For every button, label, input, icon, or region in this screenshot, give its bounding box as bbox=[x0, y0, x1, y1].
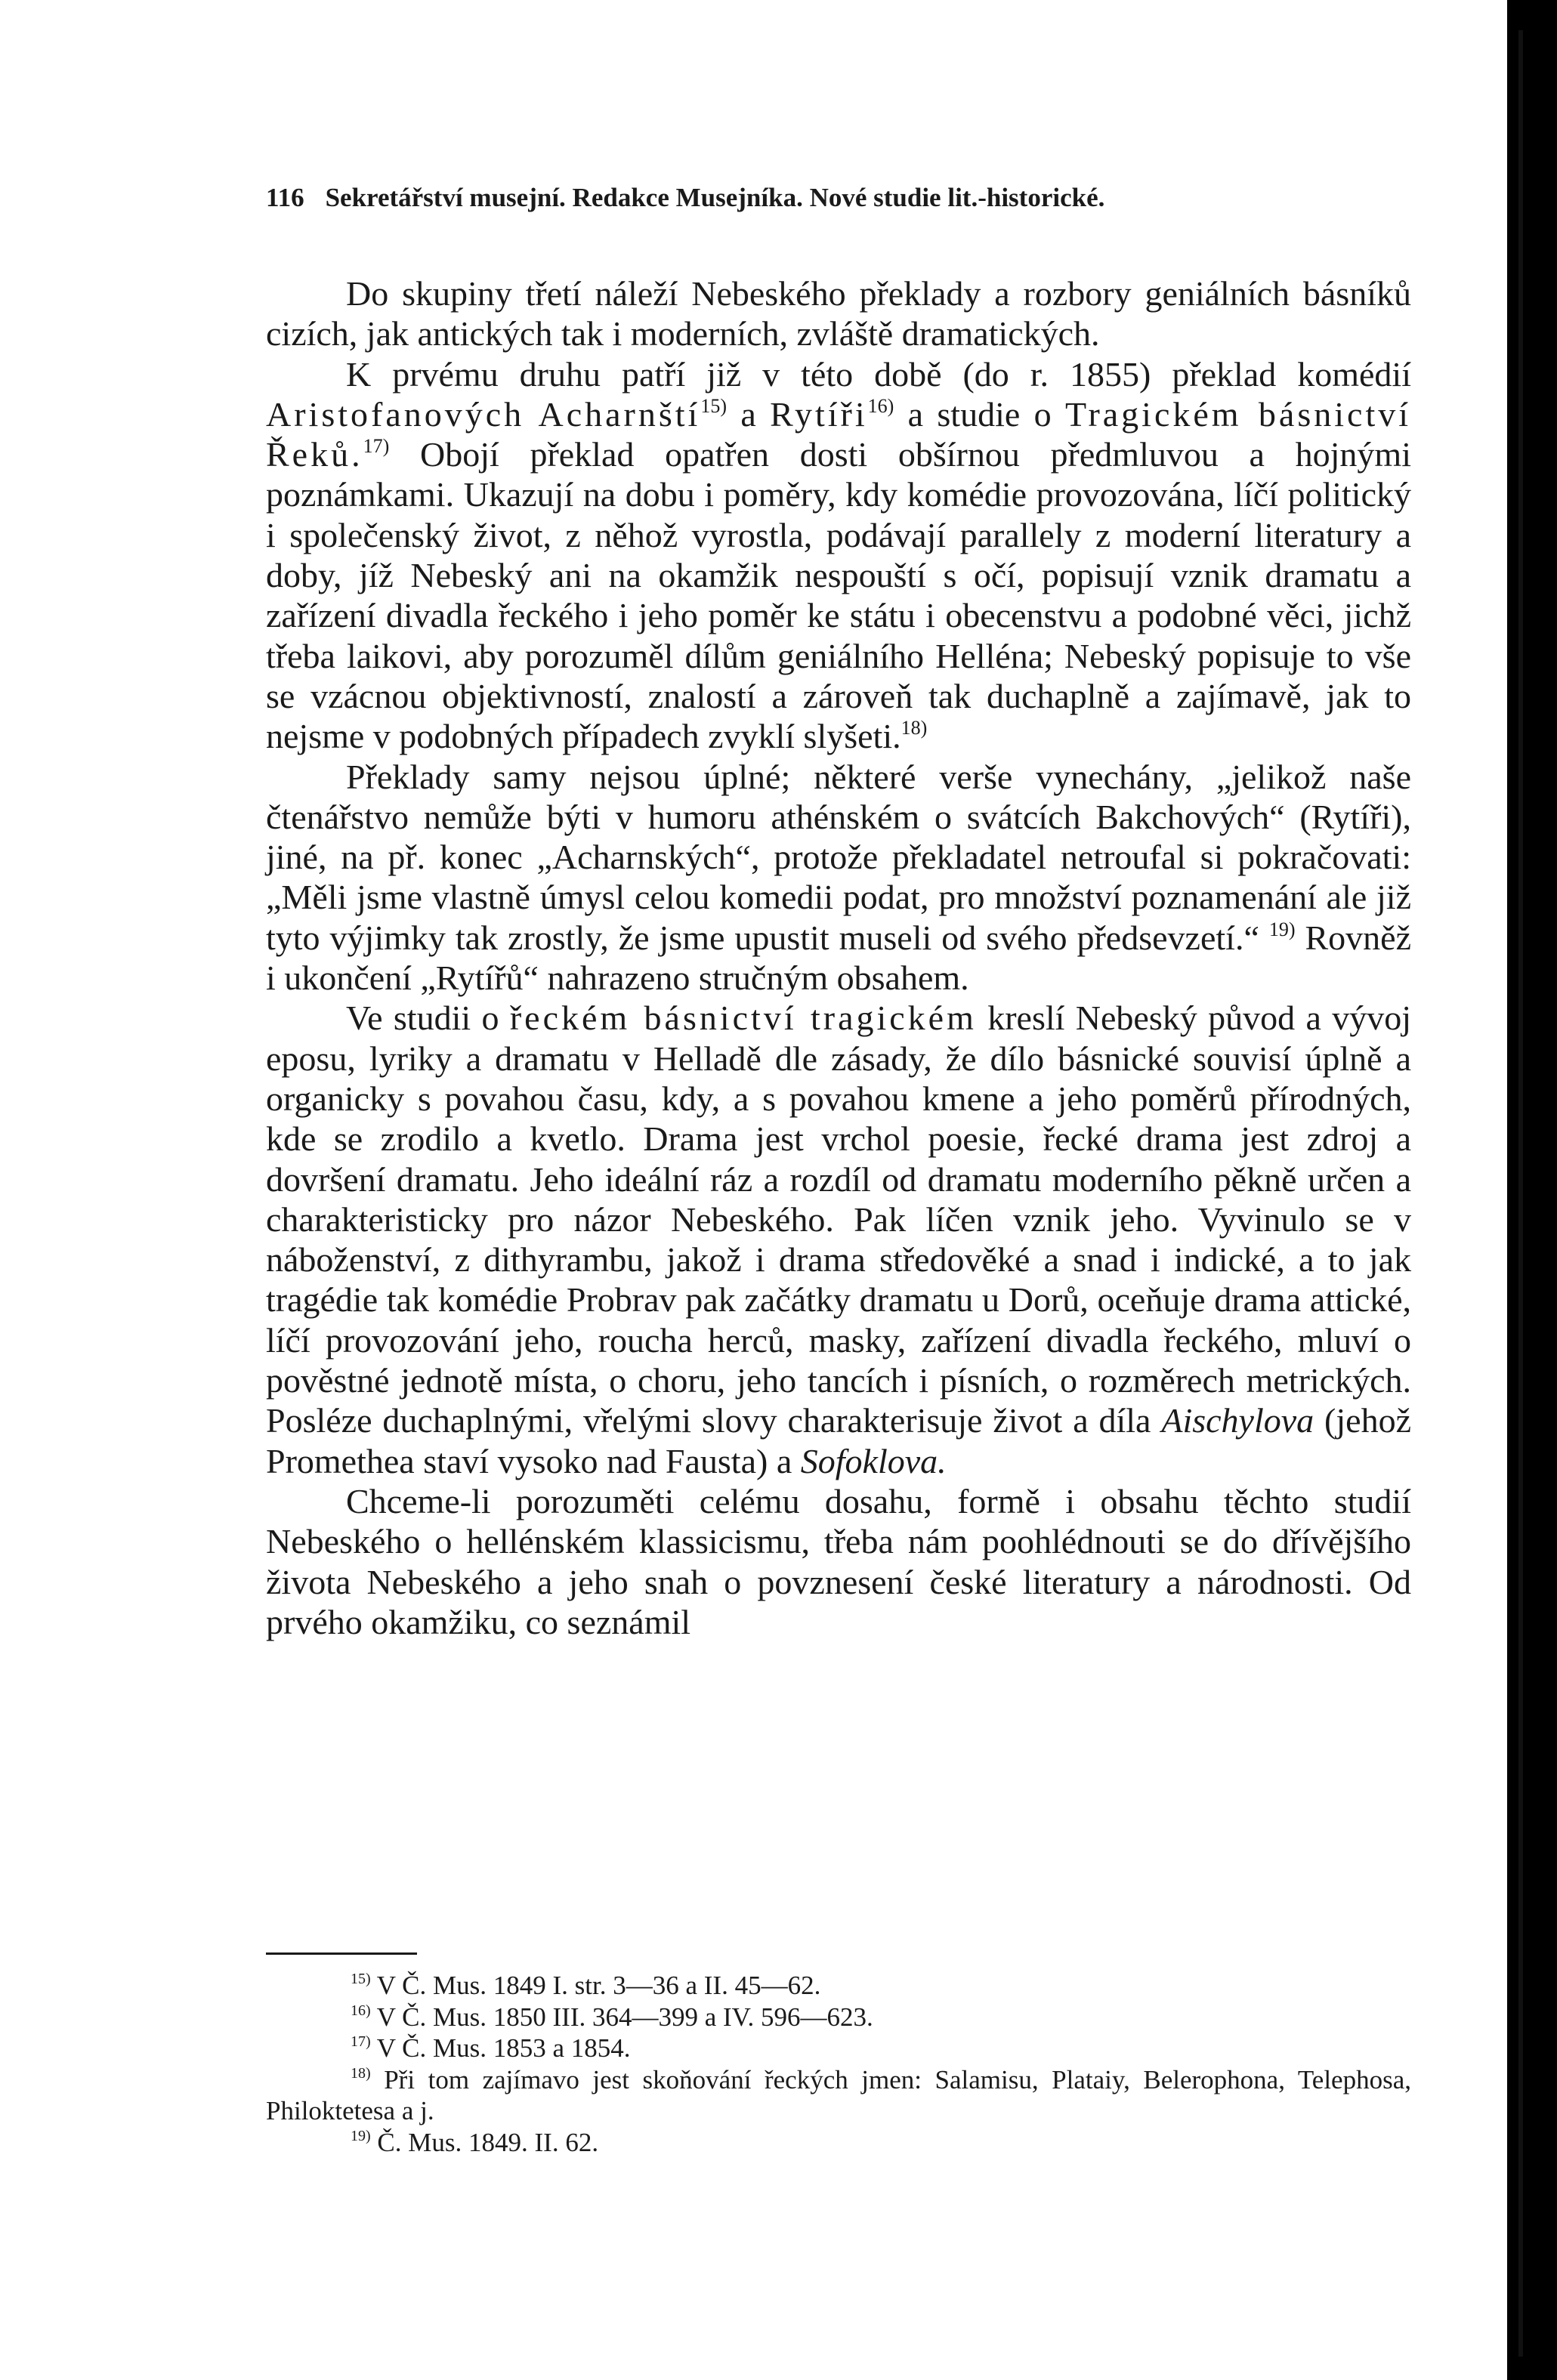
footnote-text: Č. Mus. 1849. II. 62. bbox=[370, 2127, 599, 2157]
spaced-emphasis: Rytíři bbox=[770, 394, 868, 434]
footnote-ref: 19) bbox=[1268, 918, 1296, 940]
footnote-text: V Č. Mus. 1849 I. str. 3—36 a II. 45—62. bbox=[370, 1971, 821, 2000]
footnote-number: 19) bbox=[351, 2127, 371, 2144]
spaced-emphasis: Tragickém básnictví Řeků. bbox=[266, 394, 1411, 474]
text-run: Do skupiny třetí náleží Nebeského překlady a rozbory geniálních básníků cizích, jak antických tak i moderních, zvláště dramatických. bbox=[266, 274, 1411, 353]
spaced-emphasis: Acharnští bbox=[538, 394, 701, 434]
footnote-text: V Č. Mus. 1850 III. 364—399 a IV. 596—623. bbox=[370, 2002, 873, 2032]
footnote bbox=[266, 2002, 1411, 2033]
text-run: (jehož Promethea staví vysoko nad Fausta) a bbox=[266, 1401, 1411, 1480]
footnote-rule bbox=[266, 1952, 417, 1955]
footnote-ref: 15) bbox=[700, 394, 728, 417]
footnote-text: Při tom zajímavo jest skoňování řeckých jmen: Salamisu, Plataiy, Belerophona, Telephosa, Philoktetesa a j. bbox=[266, 2064, 1411, 2125]
text-run bbox=[524, 395, 538, 434]
footnote-number: 16) bbox=[351, 2002, 371, 2019]
italic-text: Sofoklova. bbox=[800, 1441, 947, 1480]
text-run: K prvému druhu patří již v této době (do r. 1855) překlad komédií bbox=[346, 354, 1411, 394]
footnotes bbox=[266, 1970, 1411, 2158]
spaced-emphasis: Aristofanových bbox=[266, 394, 525, 434]
footnote-ref: 17) bbox=[363, 435, 390, 458]
spaced-emphasis: řeckém básnictví tragickém bbox=[509, 999, 977, 1038]
footnote bbox=[266, 2033, 1411, 2064]
main-text bbox=[266, 273, 1411, 1642]
footnote-number: 15) bbox=[351, 1971, 371, 1987]
footnote-number: 18) bbox=[351, 2064, 371, 2082]
paragraph bbox=[266, 354, 1411, 757]
footnote bbox=[266, 2064, 1411, 2127]
italic-text: Aischylova bbox=[1161, 1401, 1314, 1440]
paragraph bbox=[266, 273, 1411, 354]
footnote-number: 17) bbox=[351, 2033, 371, 2050]
paragraph bbox=[266, 757, 1411, 999]
footnote-text: V Č. Mus. 1853 a 1854. bbox=[370, 2033, 631, 2063]
footnote-ref: 16) bbox=[867, 394, 894, 417]
footnote-ref: 18) bbox=[901, 717, 928, 739]
text-run: Chceme-li porozuměti celému dosahu, formě i obsahu těchto studií Nebeského o hellénském klassicismu, třeba nám poohlédnouti se do dřívějšího života Nebeského a jeho snah o povznesení české literatury a národnosti. Od prvého okamžiku, co seznámil bbox=[266, 1481, 1411, 1641]
text-run: a bbox=[727, 394, 771, 434]
text-run: Rovněž i ukončení „Rytířů“ nahrazeno stručným obsahem. bbox=[266, 918, 1412, 998]
scan-edge-line bbox=[1518, 30, 1523, 2357]
text-run: kreslí Nebeský původ a vývoj eposu, lyriky a dramatu v Helladě dle zásady, že dílo básnické souvisí úplně a organicky s povahou času, kdy, a s povahou kmene a jeho poměrů přírodných, kde se zrodilo a kvetlo. Drama jest vrchol poesie, řecké drama jest zdroj a dovršení dramatu. Jeho ideální ráz a rozdíl od dramatu moderního pěkně určen a charakteristicky pro názor Nebeského. Pak líčen vznik jeho. Vyvinulo se v náboženství, z dithyrambu, jakož i drama středověké a snad i indické, a to jak tragédie tak komédie Probrav pak začátky dramatu u Dorů, oceňuje drama attické, líčí provozování jeho, roucha herců, masky, zařízení divadla řeckého, mluví o pověstné jednotě místa, o choru, jeho tancích i písních, o rozměrech metrických. Posléze duchaplnými, vřelými slovy charakterisuje život a díla bbox=[266, 999, 1411, 1440]
text-run: Ve studii o bbox=[346, 999, 510, 1038]
running-header bbox=[266, 183, 1308, 213]
text-run: Obojí překlad opatřen dosti obšírnou předmluvou a hojnými poznámkami. Ukazují na dobu i poměry, kdy komédie provozována, líčí politický i společenský život, z něhož vyrostla, podávají parallely z moderní literatury a doby, jíž Nebeský ani na okamžik nespouští s očí, popisují vznik dramatu a zařízení divadla řeckého i jeho poměr ke státu i obecenstvu a podobné věci, jichž třeba laikovi, aby porozuměl dílům geniálního Helléna; Nebeský popisuje to vše se vzácnou objektivností, znalostí a zároveň tak duchaplně a zajímavě, jak to nejsme v podobných případech zvyklí slyšeti. bbox=[266, 435, 1411, 756]
text-run: Překlady samy nejsou úplné; některé verše vynechány, „jelikož naše čtenářstvo nemůže býti v humoru athénském o svátcích Bakchových“ (Rytíři), jiné, na př. konec „Acharnských“, protože překladatel netroufal si pokračovati: „Měli jsme vlastně úmysl celou komedii podat, pro množství poznamenání ale již tyto výjimky tak zrostly, že jsme upustit museli od svého předsevzetí.“ bbox=[266, 757, 1411, 957]
footnote bbox=[266, 2127, 1411, 2159]
paragraph bbox=[266, 998, 1411, 1481]
text-run: a studie o bbox=[894, 394, 1065, 434]
paragraph bbox=[266, 1481, 1411, 1642]
running-title: Sekretářství musejní. Redakce Musejníka. Nové studie lit.-historické. bbox=[325, 183, 1105, 212]
footnote bbox=[266, 1970, 1411, 2002]
page-number: 116 bbox=[266, 183, 304, 212]
